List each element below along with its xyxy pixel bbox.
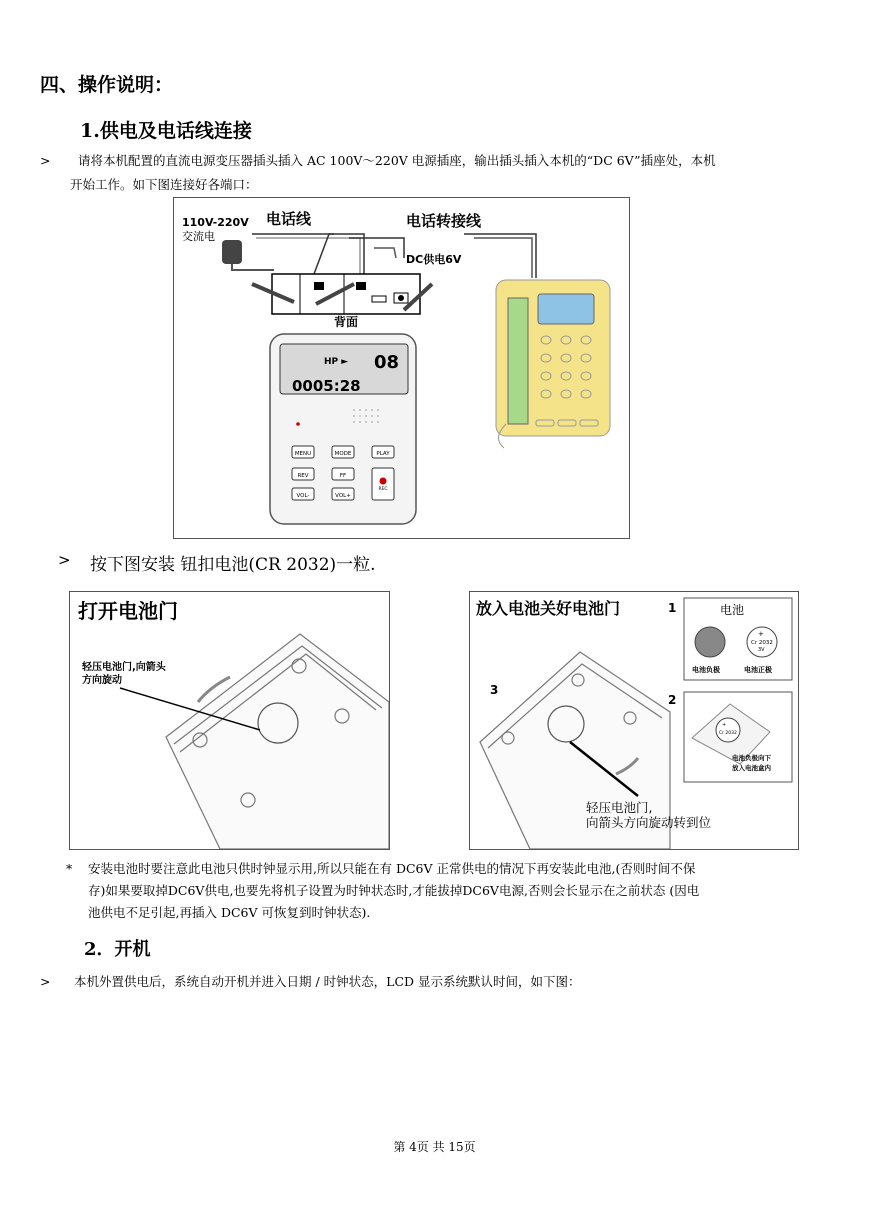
vol-plus-label: VOL+ [335, 493, 351, 499]
power-voltage-label: 110V-220V [182, 216, 249, 229]
step-1-label: 1 [668, 601, 677, 615]
lcd-track: 08 [374, 352, 400, 373]
step-2-label: 2 [668, 693, 677, 707]
pos-label: 电池正极 [744, 666, 772, 674]
play-button-label: PLAY [376, 451, 390, 457]
section-title: 四、操作说明： [40, 74, 174, 96]
lcd-hp: HP ► [324, 357, 349, 367]
para-power-line1: 请将本机配置的直流电源变压器插头插入 AC 100V～220V 电源插座，输出插头插入本机的“DC 6V”插座处，本机 [78, 153, 716, 168]
phone-line-label: 电话线 [266, 210, 312, 228]
place-note-1: 电池负极向下 [732, 754, 771, 762]
subsection-title-power: 1.供电及电话线连接 [80, 120, 252, 142]
open-battery-door-figure [69, 591, 390, 850]
insert-battery-figure [469, 591, 799, 850]
open-door-note-1: 轻压电池门,向箭头 [82, 662, 166, 673]
note-line-2: 存)如果要取掉DC6V供电,也要先将机子设置为时钟状态时,才能拔掉DC6V电源,否则会长显示在之前状态 (因电 [88, 883, 700, 898]
insert-note-2: 向箭头方向旋动转到位 [586, 815, 712, 830]
subsection-title-power-on: 2．开机 [84, 939, 151, 960]
neg-label: 电池负极 [692, 666, 720, 674]
para-power-on: 本机外置供电后，系统自动开机并进入日期 / 时钟状态，LCD 显示系统默认时间，如下图： [74, 974, 581, 989]
volt-text: 3V [758, 647, 765, 653]
power-adapter-icon [222, 240, 242, 264]
battery-negative-icon [695, 627, 725, 657]
open-door-title: 打开电池门 [78, 599, 178, 623]
back-label: 背面 [334, 315, 359, 329]
ac-label: 交流电 [182, 230, 215, 243]
vol-minus-label: VOL- [296, 493, 310, 499]
adapter-line-label: 电话转接线 [406, 212, 482, 230]
insert-note-1: 轻压电池门, [586, 800, 653, 815]
rev-button-label: REV [297, 473, 309, 479]
mode-button-label: MODE [334, 451, 352, 457]
svg-text:+: + [722, 722, 727, 728]
ff-button-label: FF [339, 473, 347, 479]
svg-text:Cr 2032: Cr 2032 [719, 731, 737, 736]
place-note-2: 放入电池盒内 [732, 764, 771, 772]
rec-button-label: REC [378, 487, 388, 492]
battery-label: 电池 [720, 603, 745, 617]
connection-diagram [173, 197, 630, 539]
open-door-note-2: 方向旋动 [82, 675, 122, 686]
bullet-marker: > [40, 153, 51, 168]
menu-button-label: MENU [294, 451, 312, 457]
note-line-1: 安装电池时要注意此电池只供时钟显示用,所以只能在有 DC6V 正常供电的情况下再安装此电池,(否则时间不保 [88, 861, 696, 876]
step-3-label: 3 [490, 683, 499, 697]
lcd-time: 0005:28 [292, 377, 361, 395]
cr-text: Cr 2032 [751, 640, 773, 646]
device-back-panel [272, 274, 420, 314]
insert-battery-title: 放入电池关好电池门 [476, 599, 621, 618]
dc-label: DC供电6V [406, 253, 462, 266]
page-footer: 第 4页 共 15页 [393, 1140, 476, 1154]
battery-install-line: 按下图安装 钮扣电池(CR 2032)一粒. [90, 555, 376, 575]
bullet-marker-3: > [40, 974, 51, 989]
note-star: * [66, 861, 73, 876]
svg-text:+: + [758, 630, 764, 638]
note-line-3: 池供电不足引起,再插入 DC6V 可恢复到时钟状态). [88, 905, 371, 920]
para-power-line2: 开始工作。如下图连接好各端口： [70, 177, 258, 192]
bullet-marker-2: > [58, 551, 71, 569]
